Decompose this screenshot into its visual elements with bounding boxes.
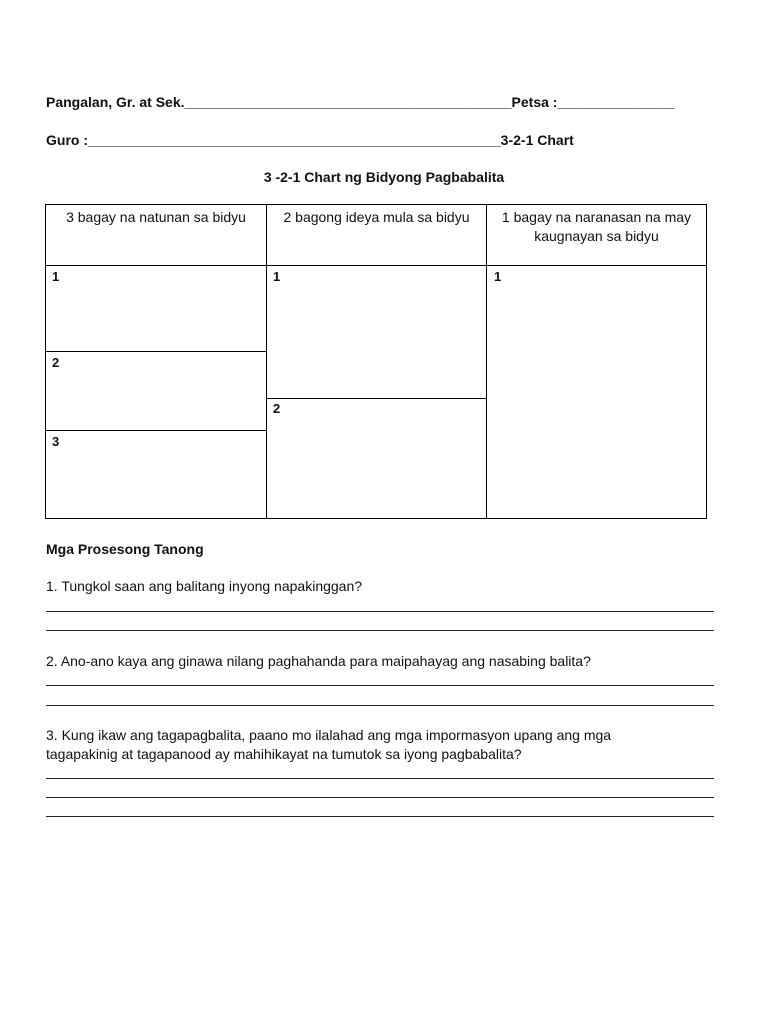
column-divider	[266, 205, 267, 518]
date-label: Petsa :	[511, 94, 558, 110]
col3-number-1: 1	[494, 269, 502, 284]
date-blank[interactable]: _______________	[557, 94, 675, 110]
questions-section-title: Mga Prosesong Tanong	[46, 541, 204, 557]
column-header-1: 3 bagay na natunan sa bidyu	[66, 209, 246, 225]
answer-line[interactable]	[46, 705, 714, 706]
column-header-2: 2 bagong ideya mula sa bidyu	[283, 209, 470, 225]
answer-line[interactable]	[46, 611, 714, 612]
answer-line[interactable]	[46, 797, 714, 798]
column-divider	[486, 205, 487, 518]
column-header-3: 1 bagay na naranasan na may kaugnayan sa bidyu	[501, 209, 692, 244]
row-divider	[46, 351, 266, 352]
question-1: 1. Tungkol saan ang balitang inyong napakinggan?	[46, 578, 363, 594]
header-divider	[46, 265, 706, 266]
answer-line[interactable]	[46, 778, 714, 779]
name-blank[interactable]: __________________________________________	[184, 94, 512, 110]
row-divider	[266, 398, 486, 399]
col2-number-2: 2	[273, 401, 281, 416]
answer-line[interactable]	[46, 685, 714, 686]
answer-line[interactable]	[46, 816, 714, 817]
chart-label: 3-2-1 Chart	[500, 132, 574, 148]
name-label: Pangalan, Gr. at Sek.	[46, 94, 185, 110]
teacher-label: Guro :	[46, 132, 88, 148]
col2-number-1: 1	[273, 269, 281, 284]
question-3: 3. Kung ikaw ang tagapagbalita, paano mo ilalahad ang mga impormasyon upang ang mga tagapakinig at tagapanood ay mahihikayat na tumutok sa iyong pagbabalita?	[46, 727, 612, 762]
col1-number-1: 1	[52, 269, 60, 284]
teacher-line	[46, 132, 722, 148]
question-2: 2. Ano-ano kaya ang ginawa nilang paghahanda para maipahayag ang nasabing balita?	[46, 653, 591, 669]
name-date-line	[46, 94, 722, 110]
three-two-one-chart	[45, 204, 707, 519]
answer-line[interactable]	[46, 630, 714, 631]
col1-number-3: 3	[52, 434, 60, 449]
row-divider	[46, 430, 266, 431]
chart-title: 3 -2-1 Chart ng Bidyong Pagbabalita	[263, 169, 505, 185]
col1-number-2: 2	[52, 355, 60, 370]
teacher-blank[interactable]: _____________________________________________________	[88, 132, 501, 148]
